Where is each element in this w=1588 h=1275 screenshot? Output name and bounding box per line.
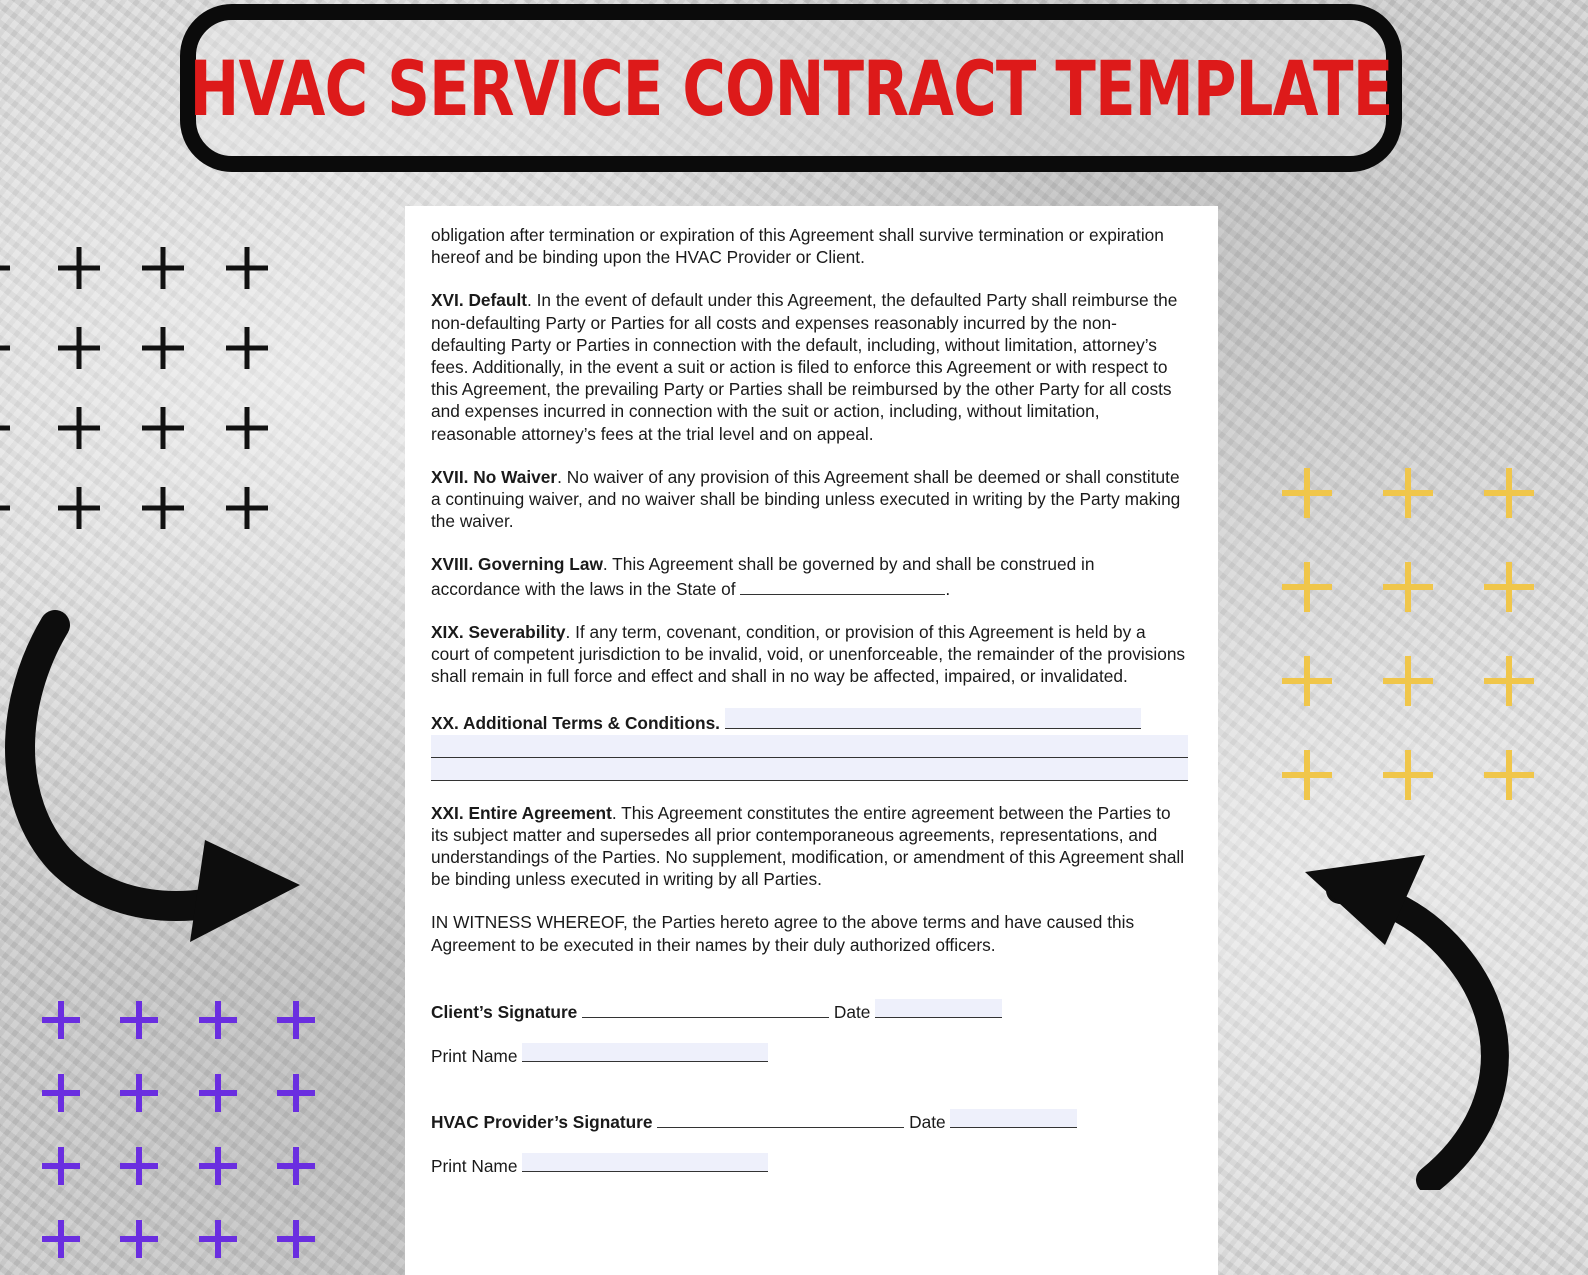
client-date-field[interactable] [875, 999, 1002, 1018]
page-title: HVAC SERVICE CONTRACT TEMPLATE [189, 43, 1393, 133]
yellow-plus-pattern [1280, 465, 1540, 815]
print-name-label: Print Name [431, 1155, 518, 1176]
provider-signature-row [431, 1109, 1188, 1153]
section-no-waiver [431, 466, 1188, 533]
section-heading: XXI. Entire Agreement [431, 802, 612, 823]
additional-terms-line-2[interactable] [431, 735, 1188, 758]
client-signature-label: Client’s Signature [431, 1001, 578, 1022]
additional-terms-field[interactable] [725, 708, 1141, 729]
client-print-name-field[interactable] [522, 1043, 768, 1062]
section-body: . This Agreement constitutes the entire agreement between the Parties to its subject matter and supersedes all prior contemporaneous agreements, representations, and understandings of the Parties. No supplement, modification, or amendment of this Agreement shall be binding unless executed in writing by all Parties. [431, 802, 1185, 890]
section-body: . If any term, covenant, condition, or provision of this Agreement is held by a court of competent jurisdiction to be invalid, void, or unenforceable, the remainder of the provisions shall remain in full force and effect and shall in no way be affected, impaired, or invalidated. [431, 621, 1186, 687]
section-body: . This Agreement shall be governed by and shall be construed in accordance with the laws in the State of [431, 554, 1095, 599]
section-body: . No waiver of any provision of this Agreement shall be deemed or shall constitute a continuing waiver, and no waiver shall be binding unless executed in writing by the Party making the waiver. [431, 466, 1181, 532]
title-banner [180, 4, 1402, 172]
print-name-label: Print Name [431, 1045, 518, 1066]
section-entire-agreement [431, 802, 1188, 891]
provider-signature-field[interactable] [657, 1109, 904, 1128]
section-heading: XVII. No Waiver [431, 466, 558, 487]
state-field[interactable] [740, 576, 945, 595]
provider-signature-label: HVAC Provider’s Signature [431, 1111, 653, 1132]
section-heading: XVIII. Governing Law [431, 554, 603, 575]
witness-paragraph: IN WITNESS WHEREOF, the Parties hereto agree to the above terms and have caused this Agreement to be executed in their names by their duly authorized officers. [431, 912, 1135, 955]
section-additional-terms [431, 708, 1188, 780]
section-default [431, 289, 1188, 444]
plus-icon-grid-purple [40, 995, 330, 1275]
curved-arrow-up-left-icon [1290, 850, 1530, 1195]
plus-icon-grid-black [0, 240, 280, 540]
contract-page [405, 206, 1218, 1275]
client-print-name-row [431, 1043, 1188, 1087]
provider-print-name-field[interactable] [522, 1153, 768, 1172]
provider-print-name-row [431, 1153, 1188, 1197]
additional-terms-line-3[interactable] [431, 758, 1188, 781]
section-heading: XVI. Default [431, 290, 528, 311]
client-signature-row [431, 999, 1188, 1043]
section-heading: XX. Additional Terms & Conditions. [431, 713, 720, 734]
date-label: Date [909, 1111, 946, 1132]
black-plus-pattern [0, 240, 280, 540]
date-label: Date [833, 1001, 871, 1022]
curved-arrow-right-icon [0, 610, 320, 965]
client-signature-field[interactable] [582, 999, 829, 1018]
purple-plus-pattern [40, 995, 330, 1275]
intro-paragraph: obligation after termination or expiration of this Agreement shall survive termination or expiration hereof and be binding upon the HVAC Provider or Client. [431, 225, 1164, 268]
section-body: . In the event of default under this Agreement, the defaulted Party shall reimburse the non-defaulting Party or Parties for all costs and expenses reasonably incurred by the non-defaulting Party or Parties in connection with the default, including, without limitation, attorney’s fees. Additionally, in the event a suit or action is filed to enforce this Agreement or with respect to this Agreement, the prevailing Party or Parties shall be reimbursed by the other Party for all costs and expenses incurred in connection with the suit or action, including, without limitation, reasonable attorney’s fees at the trial level and on appeal. [431, 290, 1178, 444]
provider-date-field[interactable] [950, 1109, 1077, 1128]
section-governing-law: XVIII. Governing Law. This Agreement shall be governed by and shall be construed in accordance with the laws in the State of . [431, 554, 1095, 599]
section-heading: XIX. Severability [431, 621, 566, 642]
section-severability [431, 621, 1188, 688]
plus-icon-grid-yellow [1280, 465, 1540, 815]
